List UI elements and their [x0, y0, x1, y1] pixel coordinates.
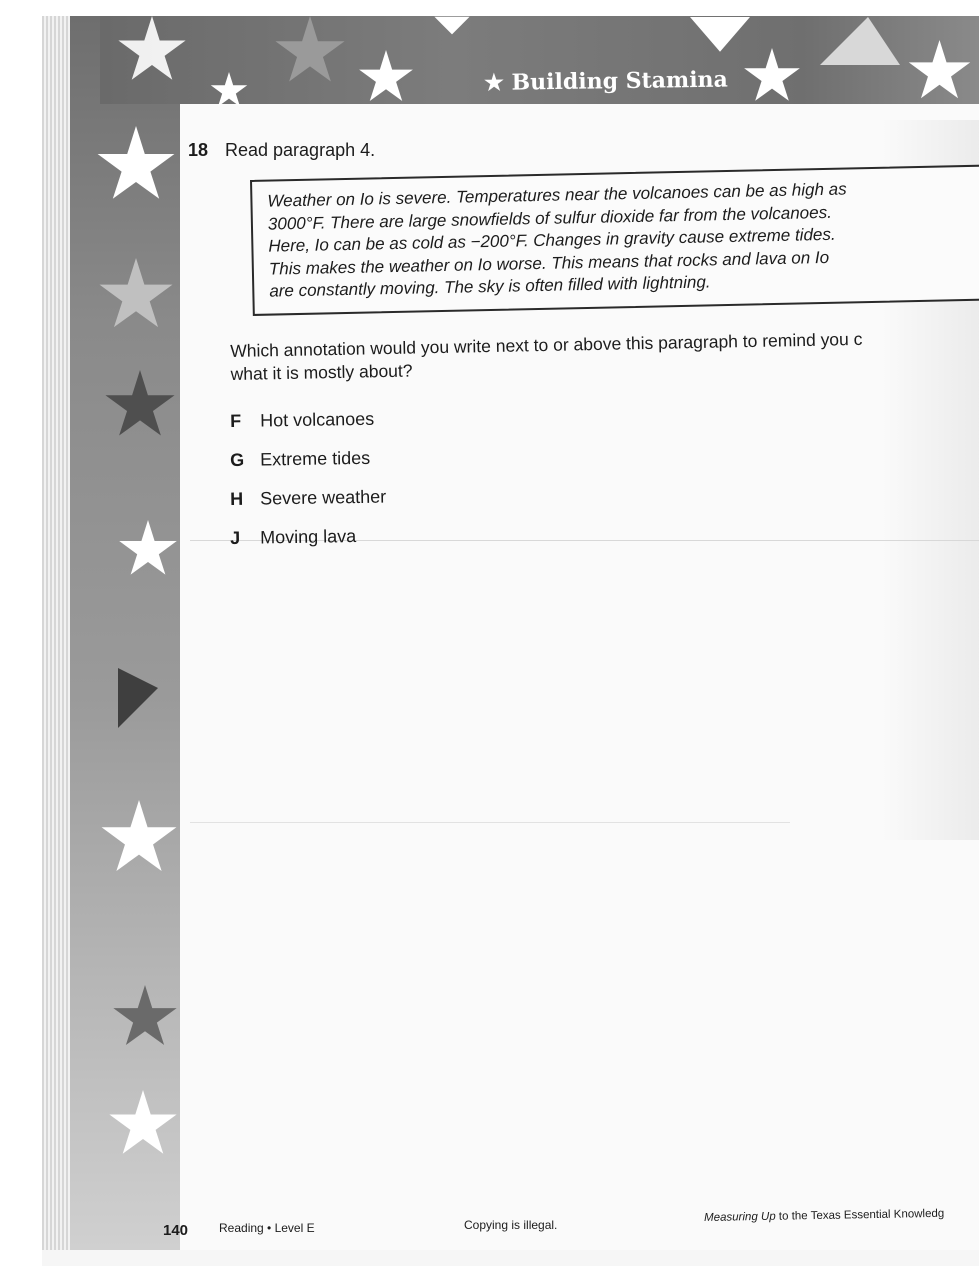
choice-text: Moving lava — [259, 526, 357, 548]
star-icon — [740, 48, 804, 106]
scan-margin-top — [0, 0, 979, 16]
answer-choice-f[interactable] — [230, 409, 374, 432]
bleed-through-rule — [190, 822, 790, 823]
passage-line: 3000°F. There are large snowfields of sulfur dioxide far from the volcanoes. — [267, 202, 833, 234]
question-prompt: Read paragraph 4. — [225, 140, 376, 160]
star-icon — [430, 16, 474, 44]
star-icon — [118, 520, 178, 580]
choice-text: Extreme tides — [259, 447, 371, 470]
scan-margin-left — [0, 0, 42, 1266]
choice-letter: F — [230, 410, 242, 431]
star-icon — [356, 50, 416, 106]
star-icon — [100, 800, 178, 878]
section-title — [484, 67, 728, 96]
star-icon — [112, 16, 192, 86]
choice-letter: J — [230, 527, 241, 548]
section-title-text: Building Stamina — [511, 66, 729, 96]
choice-letter: H — [230, 488, 244, 509]
footer-series-rest: to the Texas Essential Knowledg — [775, 1207, 945, 1223]
page-number: 140 — [163, 1222, 189, 1239]
star-icon — [820, 16, 900, 66]
footer-copy-notice: Copying is illegal. — [464, 1218, 558, 1232]
title-star-icon: ★ — [484, 69, 505, 96]
choice-text: Hot volcanoes — [259, 408, 375, 431]
star-icon — [270, 16, 350, 88]
passage-box — [250, 164, 979, 316]
passage-text — [267, 176, 959, 303]
passage-line: Weather on Io is severe. Temperatures near the volcanoes can be as high as — [267, 179, 847, 211]
star-icon — [96, 126, 176, 206]
passage-line: are constantly moving. The sky is often filled with lightning. — [269, 272, 711, 301]
answer-choice-h[interactable] — [230, 487, 386, 510]
page-edges — [42, 16, 70, 1250]
answer-choice-j[interactable] — [230, 526, 356, 549]
footer-series-italic: Measuring Up — [704, 1210, 776, 1224]
star-icon — [112, 985, 178, 1051]
passage-line: This makes the weather on Io worse. This means that rocks and lava on Io — [268, 247, 830, 279]
passage-line: Here, Io can be as cold as −200°F. Changes in gravity cause extreme tides. — [268, 224, 836, 256]
star-icon — [104, 370, 176, 442]
choice-text: Severe weather — [259, 486, 387, 509]
answer-choice-g[interactable] — [230, 448, 370, 471]
star-icon — [98, 258, 174, 334]
star-icon — [210, 72, 248, 110]
triangle-mark-icon — [118, 668, 158, 728]
footer-reading-level: Reading • Level E — [219, 1221, 315, 1235]
question-stem-line: what it is mostly about? — [230, 360, 413, 384]
question-number: 18 — [188, 140, 209, 160]
star-icon — [900, 40, 979, 104]
star-icon — [108, 1090, 178, 1160]
question-stem-line: Which annotation would you write next to or above this paragraph to remind you c — [230, 328, 863, 361]
choice-letter: G — [230, 449, 245, 470]
